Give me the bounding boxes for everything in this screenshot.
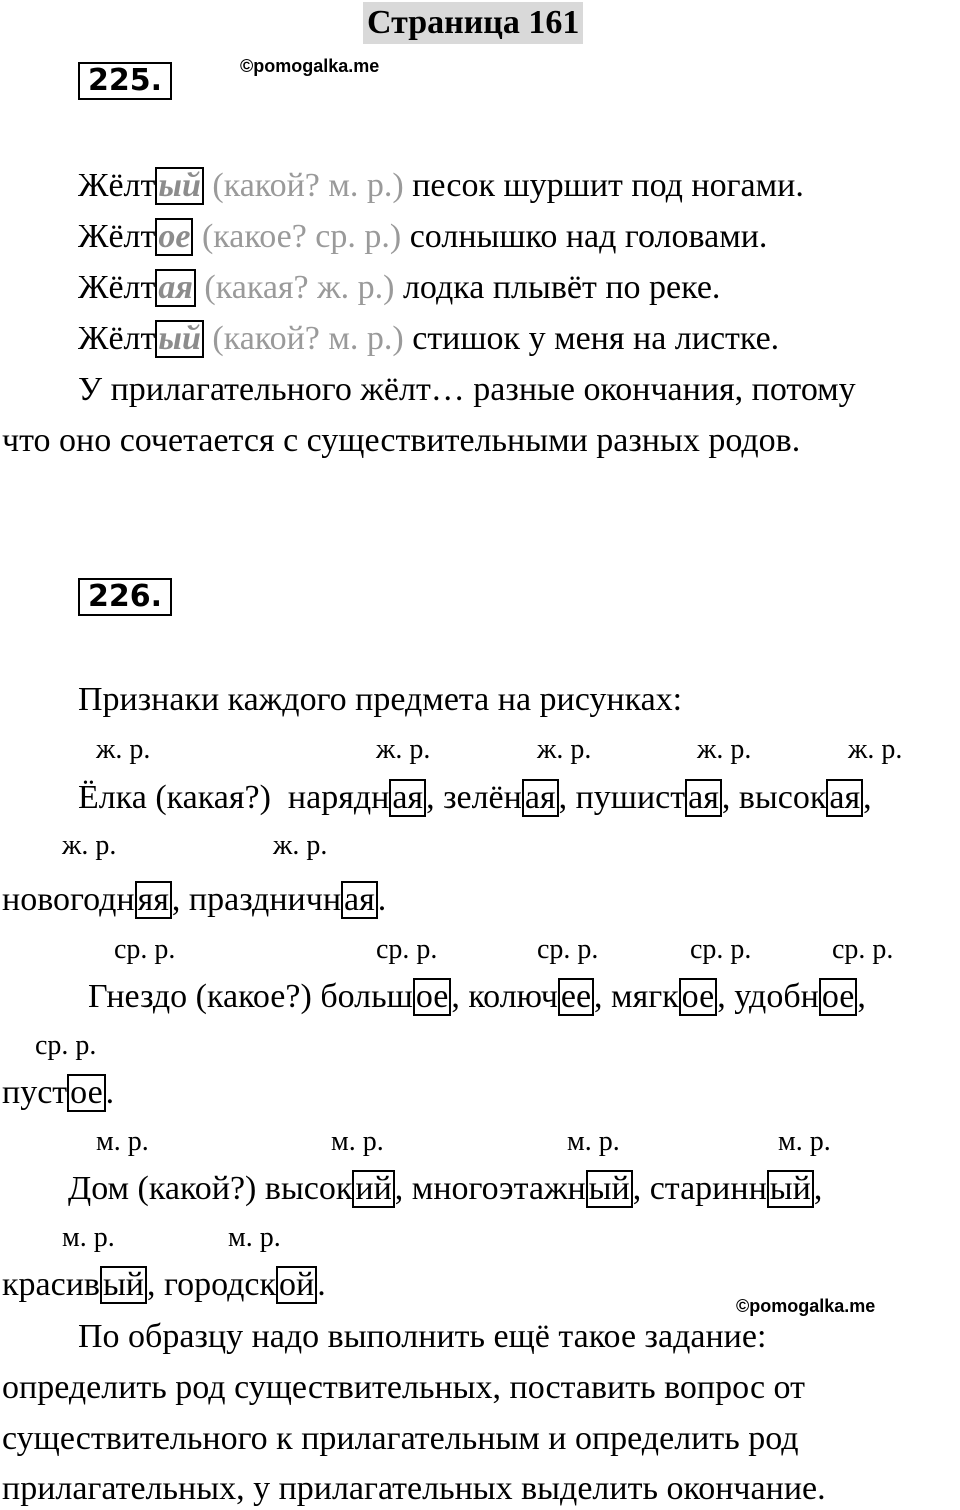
ending-box: ая [341,881,378,919]
dom-line-2: красивый, городской. [2,1266,326,1303]
gender-label: м. р. [228,1222,281,1253]
ending-box: ее [558,978,594,1016]
gender-label: ж. р. [848,734,903,765]
ending-box: ая [522,779,559,817]
ending-box: ый [767,1170,814,1208]
ending-box: ый [155,167,204,205]
gender-label: ср. р. [537,934,599,965]
gnezdo-line-2: пустое. [2,1074,115,1111]
ex225-line-4: Жёлтый (какой? м. р.) стишок у меня на листке. [78,320,780,357]
ex225-line-1: Жёлтый (какой? м. р.) песок шуршит под ногами. [78,167,804,204]
ex225-conclusion-1: У прилагательного жёлт… разные окончания, потому [78,371,856,408]
elka-line-2: новогодняя, праздничная. [2,881,387,918]
ex226-final-2: определить род существительных, поставить вопрос от [2,1369,805,1406]
ex226-final-3: существительного к прилагательным и определить род [2,1420,799,1457]
ending-box: ый [586,1170,633,1208]
gender-label: ср. р. [832,934,894,965]
dom-line-1: Дом (какой?) высокий, многоэтажный, старинный, [68,1170,823,1207]
ex225-line-3: Жёлтая (какая? ж. р.) лодка плывёт по реке. [78,269,721,306]
ex225-conclusion-2: что оно сочетается с существительными разных родов. [2,422,801,459]
ending-box: ое [413,978,452,1016]
ending-box: ое [67,1074,106,1112]
gender-label: ср. р. [690,934,752,965]
exercise-number-226: 226. [78,578,172,616]
gender-label: ср. р. [35,1030,97,1061]
ending-box: ая [826,779,863,817]
ending-box: ая [389,779,426,817]
ending-box: ое [679,978,718,1016]
ending-box: яя [135,881,172,919]
gender-label: ж. р. [376,734,431,765]
watermark-bottom: ©pomogalka.me [736,1296,876,1316]
ex226-final-4: прилагательных, у прилагательных выделить окончание. [2,1470,826,1507]
ending-box: ый [100,1266,147,1304]
ending-box: ой [276,1266,317,1304]
page-title: Страница 161 [363,2,583,44]
gender-label: ж. р. [537,734,592,765]
gender-label: ср. р. [114,934,176,965]
ending-box: ая [155,269,196,307]
ex226-final-1: По образцу надо выполнить ещё такое задание: [78,1318,767,1355]
gender-label: м. р. [62,1222,115,1253]
gender-label: ж. р. [96,734,151,765]
gnezdo-line-1: Гнездо (какое?) большое, колючее, мягкое, удобное, [88,978,866,1015]
gender-label: м. р. [331,1126,384,1157]
gender-label: ж. р. [273,830,328,861]
gender-label: ср. р. [376,934,438,965]
ending-box: ое [819,978,858,1016]
watermark-top: ©pomogalka.me [240,56,380,76]
elka-line-1: Ёлка (какая?) нарядная, зелёная, пушистая, высокая, [78,779,872,816]
ending-box: ая [685,779,722,817]
gender-label: ж. р. [697,734,752,765]
gender-label: м. р. [96,1126,149,1157]
ending-box: ое [155,218,193,256]
ending-box: ый [155,320,204,358]
ending-box: ий [352,1170,394,1208]
gender-label: м. р. [567,1126,620,1157]
gender-label: м. р. [778,1126,831,1157]
ex225-line-2: Жёлтое (какое? ср. р.) солнышко над головами. [78,218,768,255]
ex226-intro: Признаки каждого предмета на рисунках: [78,681,683,718]
gender-label: ж. р. [62,830,117,861]
exercise-number-225: 225. [78,62,172,100]
